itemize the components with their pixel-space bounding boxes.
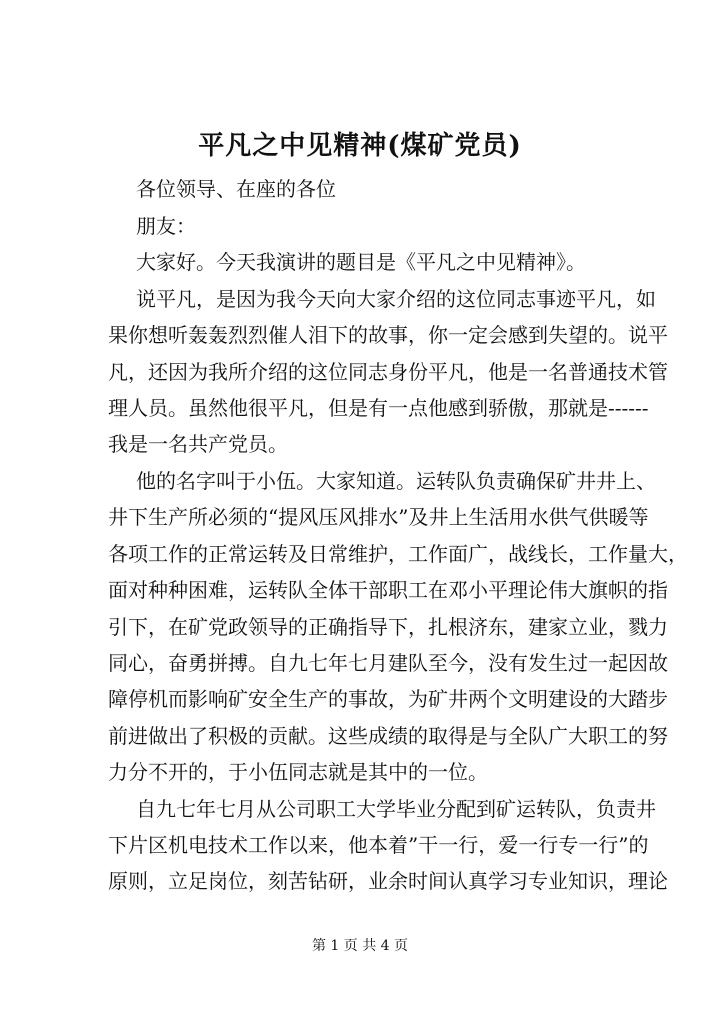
text-line: 同心，奋勇拼搏。自九七年七月建队至今，没有发生过一起因故 (108, 651, 668, 675)
text-line: 大家好。今天我演讲的题目是《平凡之中见精神》。 (136, 250, 586, 274)
text-line: 引下，在矿党政领导的正确指导下，扎根济东，建家立业，戮力 (108, 615, 668, 639)
text-line: 原则，立足岗位，刻苦钻研，业余时间认真学习专业知识，理论 (108, 869, 668, 893)
text-line: 下片区机电技术工作以来，他本着”干一行，爱一行专一行”的 (108, 833, 649, 857)
text-line: 朋友： (136, 214, 196, 238)
text-line: 障停机而影响矿安全生产的事故，为矿井两个文明建设的大踏步 (108, 687, 668, 711)
text-line: 各位领导、在座的各位 (136, 177, 336, 201)
text-line: 果你想听轰轰烈烈催人泪下的故事，你一定会感到失望的。说平 (108, 323, 668, 347)
text-line: 面对种种困难，运转队全体干部职工在邓小平理论伟大旗帜的指 (108, 578, 668, 602)
text-line: 前进做出了积极的贡献。这些成绩的取得是与全队广大职工的努 (108, 724, 668, 748)
text-line: 力分不开的，于小伍同志就是其中的一位。 (108, 760, 488, 784)
document-title: 平凡之中见精神(煤矿党员) (198, 131, 522, 161)
text-line: 说平凡，是因为我今天向大家介绍的这位同志事迹平凡，如 (136, 287, 656, 311)
text-line: 凡，还因为我所介绍的这位同志身份平凡，他是一名普通技术管 (108, 360, 668, 384)
text-line: 我是一名共产党员。 (108, 432, 288, 456)
text-line: 井下生产所必须的“提风压风排水”及井上生活用水供气供暖等 (108, 505, 649, 529)
text-line: 他的名字叫于小伍。大家知道。运转队负责确保矿井井上、 (136, 469, 656, 493)
text-line: 自九七年七月从公司职工大学毕业分配到矿运转队，负责井 (136, 797, 656, 821)
text-line: 各项工作的正常运转及日常维护，工作面广，战线长，工作量大， (108, 542, 688, 566)
text-line: 理人员。虽然他很平凡，但是有一点他感到骄傲，那就是------ (108, 396, 649, 420)
page-footer: 第 1 页 共 4 页 (311, 938, 409, 954)
